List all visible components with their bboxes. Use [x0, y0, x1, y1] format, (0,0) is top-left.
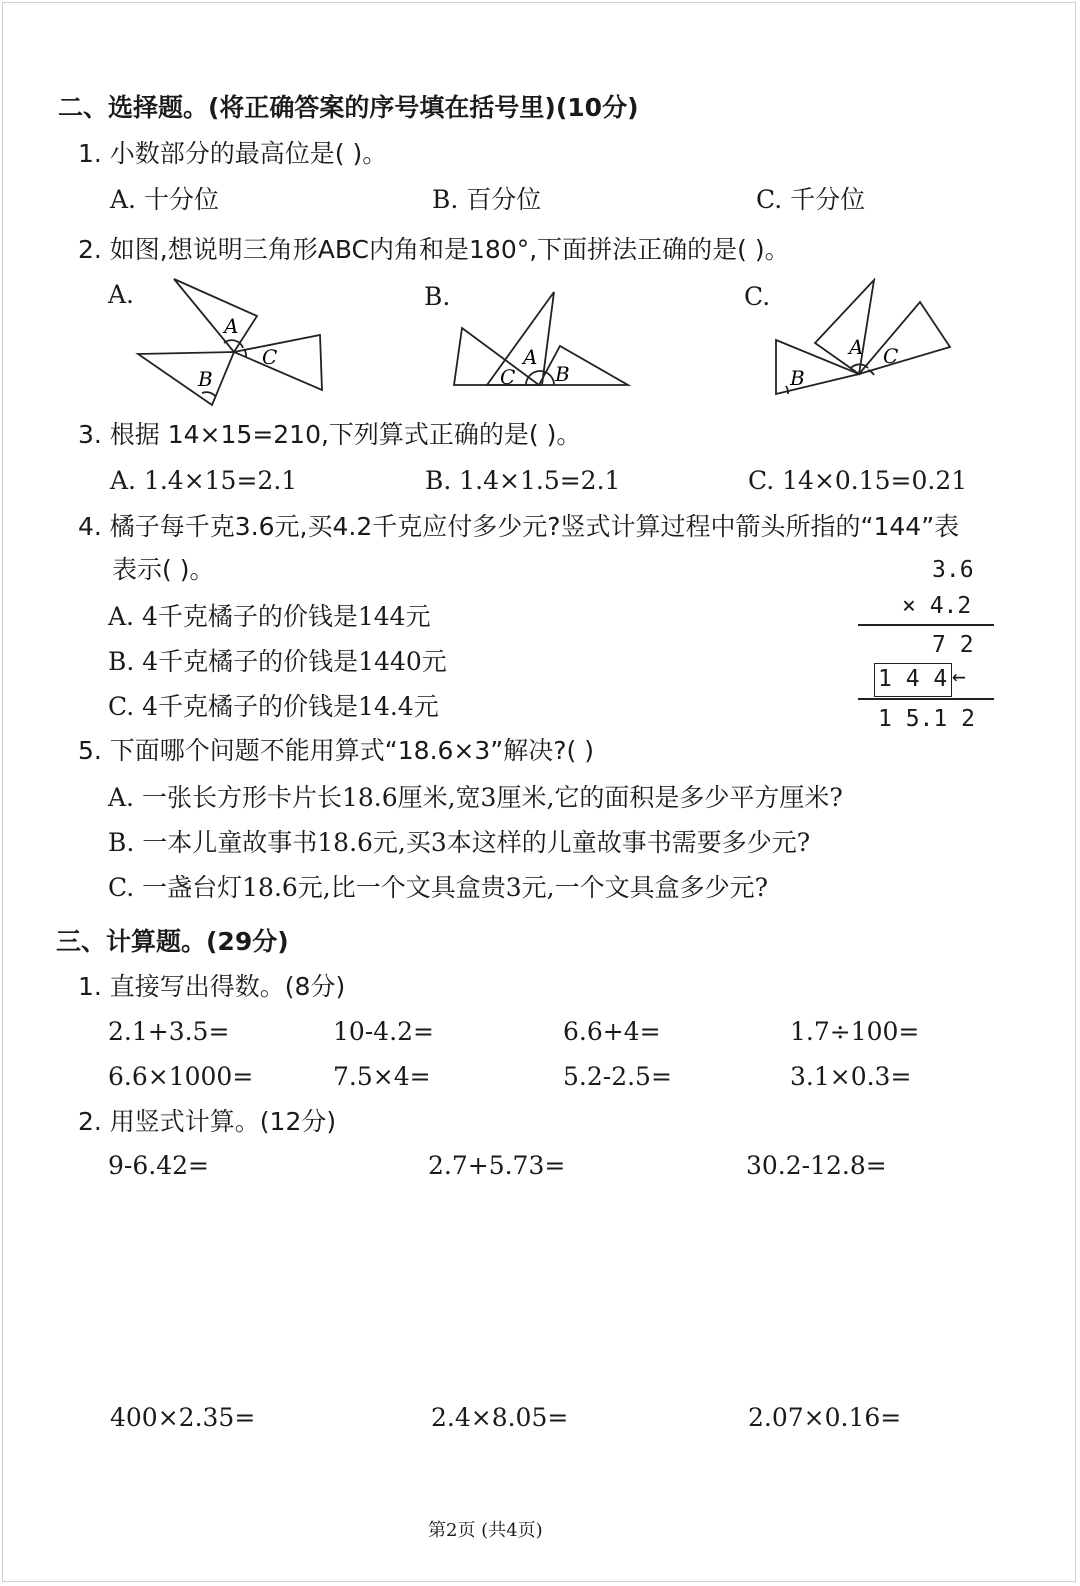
section-2-title: 二、选择题。(将正确答案的序号填在括号里)(10分)	[58, 93, 639, 122]
q4-stem-continued: 表示( )。	[112, 555, 215, 584]
q1-option-c: C. 千分位	[756, 185, 866, 214]
q5-stem: 5. 下面哪个问题不能用算式“18.6×3”解决?( )	[78, 736, 594, 765]
vertical-calc-item: 400×2.35=	[110, 1403, 256, 1432]
q4-option-b: B. 4千克橘子的价钱是1440元	[108, 647, 447, 676]
fig-b-label-b: B	[555, 362, 570, 386]
oral-item: 6.6×1000=	[108, 1062, 254, 1091]
oral-item: 3.1×0.3=	[790, 1062, 912, 1091]
section-3-title: 三、计算题。(29分)	[56, 927, 289, 956]
q3-option-a: A. 1.4×15=2.1	[110, 466, 298, 495]
fig-c-label-b: B	[790, 366, 805, 390]
calc-row-multiplier: × 4.2	[902, 593, 972, 619]
vertical-calc-item: 2.7+5.73=	[428, 1151, 566, 1180]
q1-option-b: B. 百分位	[432, 185, 542, 214]
q1-option-a: A. 十分位	[110, 185, 219, 214]
q2-option-c: C.	[744, 282, 771, 311]
q3-stem: 3. 根据 14×15=210,下列算式正确的是( )。	[78, 420, 582, 449]
vertical-calc-item: 2.4×8.05=	[431, 1403, 569, 1432]
fig-b-label-c: C	[500, 365, 516, 389]
arrow-left-icon: ←	[952, 664, 966, 690]
fig-a-label-b: B	[198, 367, 213, 391]
oral-item: 7.5×4=	[333, 1062, 431, 1091]
p1-title: 1. 直接写出得数。(8分)	[78, 972, 346, 1001]
oral-item: 1.7÷100=	[790, 1017, 920, 1046]
q4-stem: 4. 橘子每千克3.6元,买4.2千克应付多少元?竖式计算过程中箭头所指的“144”表	[78, 512, 960, 541]
p2-title: 2. 用竖式计算。(12分)	[78, 1107, 337, 1136]
q3-option-c: C. 14×0.15=0.21	[748, 466, 968, 495]
q5-option-c: C. 一盏台灯18.6元,比一个文具盒贵3元,一个文具盒多少元?	[108, 873, 768, 902]
q5-option-a: A. 一张长方形卡片长18.6厘米,宽3厘米,它的面积是多少平方厘米?	[108, 783, 843, 812]
q4-option-a: A. 4千克橘子的价钱是144元	[108, 602, 431, 631]
vertical-calc-item: 9-6.42=	[108, 1151, 209, 1180]
q2-stem: 2. 如图,想说明三角形ABC内角和是180°,下面拼法正确的是( )。	[78, 235, 790, 264]
q2-figure-b	[450, 288, 635, 393]
fig-c-label-c: C	[883, 344, 899, 368]
oral-item: 2.1+3.5=	[108, 1017, 230, 1046]
calc-line-1	[858, 624, 994, 626]
q2-figure-c	[770, 276, 955, 401]
oral-item: 6.6+4=	[563, 1017, 661, 1046]
fig-c-label-a: A	[849, 335, 864, 359]
oral-item: 10-4.2=	[333, 1017, 434, 1046]
q4-option-c: C. 4千克橘子的价钱是14.4元	[108, 692, 439, 721]
calc-line-2	[858, 698, 994, 700]
oral-item: 5.2-2.5=	[563, 1062, 672, 1091]
q2-option-b: B.	[424, 282, 451, 311]
q2-option-a: A.	[108, 280, 135, 309]
calc-row-partial-2: 1 4 4	[878, 666, 948, 692]
fig-a-label-c: C	[262, 345, 278, 369]
vertical-calc-item: 2.07×0.16=	[748, 1403, 902, 1432]
q5-option-b: B. 一本儿童故事书18.6元,买3本这样的儿童故事书需要多少元?	[108, 828, 811, 857]
calc-row-partial-1: 7 2	[932, 632, 974, 658]
q2-figure-a	[130, 275, 330, 410]
vertical-calc-item: 30.2-12.8=	[746, 1151, 887, 1180]
calc-row-multiplicand: 3.6	[932, 557, 974, 583]
q3-option-b: B. 1.4×1.5=2.1	[425, 466, 621, 495]
calc-row-product: 1 5.1 2	[878, 706, 975, 732]
page-footer: 第2页 (共4页)	[428, 1520, 543, 1541]
q1-stem: 1. 小数部分的最高位是( )。	[78, 139, 388, 168]
fig-a-label-a: A	[224, 314, 239, 338]
fig-b-label-a: A	[523, 345, 538, 369]
